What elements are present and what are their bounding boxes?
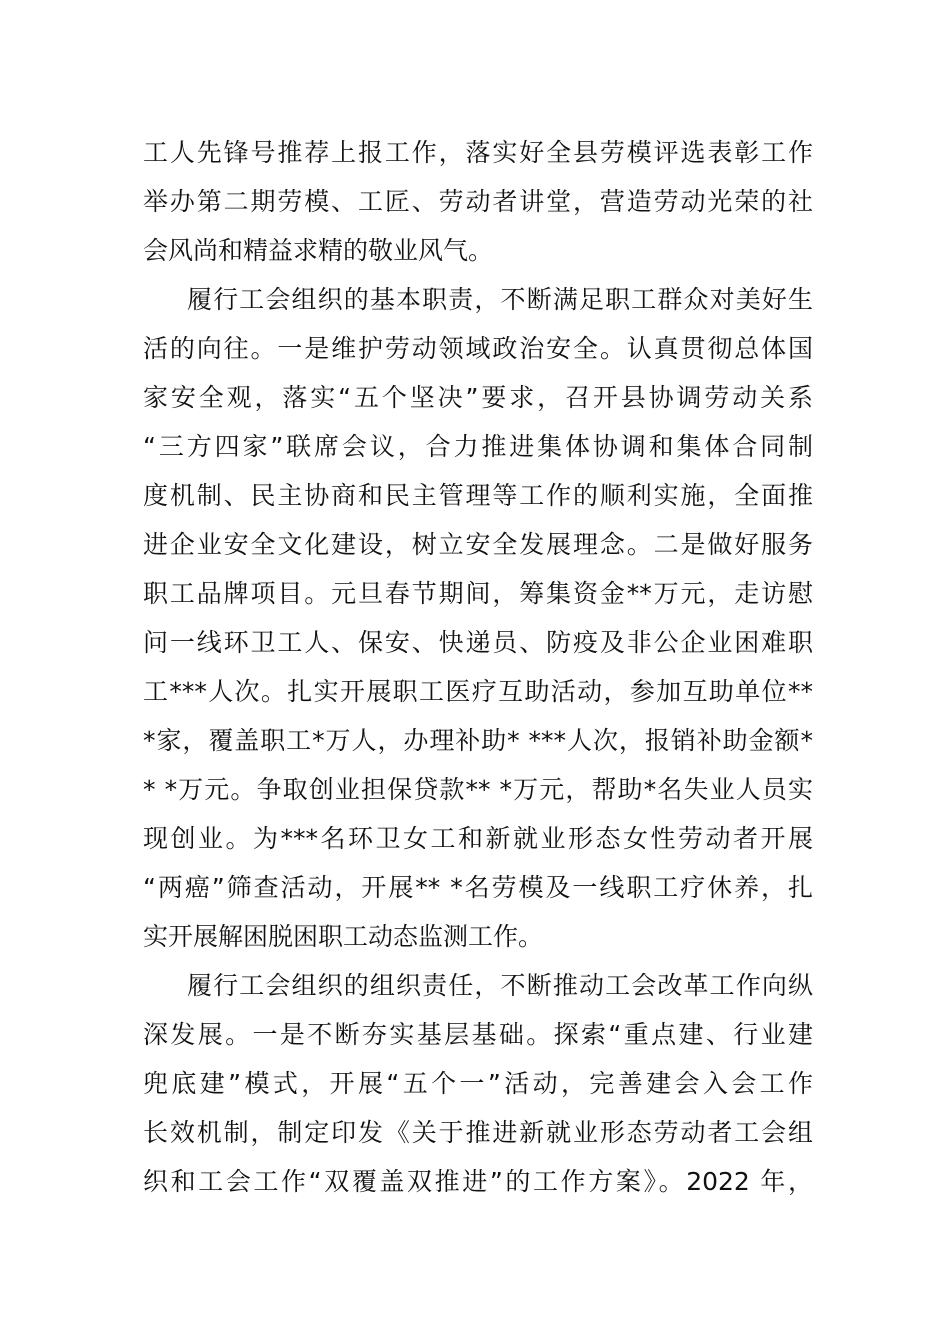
paragraph-line: 兜底建”模式，开展“五个一”活动，完善建会入会工作 <box>143 1069 813 1098</box>
paragraph-line: 工***人次。扎实开展职工医疗互助活动，参加互助单位** <box>143 677 813 706</box>
paragraph-line: 织和工会工作“双覆盖双推进”的工作方案》。2022 年， <box>143 1167 813 1196</box>
paragraph-line: 职工品牌项目。元旦春节期间，筹集资金**万元，走访慰 <box>143 579 813 608</box>
paragraph-line: 履行工会组织的组织责任，不断推动工会改革工作向纵 <box>187 971 813 1000</box>
paragraph-line: * *万元。争取创业担保贷款** *万元，帮助*名失业人员实 <box>143 775 813 804</box>
paragraph-line: 问一线环卫工人、保安、快递员、防疫及非公企业困难职 <box>143 628 813 657</box>
paragraph-line: 深发展。一是不断夯实基层基础。探索“重点建、行业建 <box>143 1020 813 1049</box>
paragraph-line: 会风尚和精益求精的敬业风气。 <box>143 236 494 265</box>
paragraph-line: 现创业。为***名环卫女工和新就业形态女性劳动者开展 <box>143 824 813 853</box>
paragraph-line: 工人先锋号推荐上报工作，落实好全县劳模评选表彰工作 <box>143 138 813 167</box>
document-body <box>143 128 813 1206</box>
paragraph-line: “两癌”筛查活动，开展** *名劳模及一线职工疗休养，扎 <box>143 873 813 902</box>
paragraph-line: 活的向往。一是维护劳动领域政治安全。认真贯彻总体国 <box>143 334 813 363</box>
paragraph-line: 进企业安全文化建设，树立安全发展理念。二是做好服务 <box>143 530 813 559</box>
paragraph-line: 履行工会组织的基本职责，不断满足职工群众对美好生 <box>187 285 813 314</box>
paragraph-line: 长效机制，制定印发《关于推进新就业形态劳动者工会组 <box>143 1118 813 1147</box>
paragraph-2 <box>143 275 813 961</box>
paragraph-line: 家安全观，落实“五个坚决”要求，召开县协调劳动关系 <box>143 383 813 412</box>
paragraph-line: 度机制、民主协商和民主管理等工作的顺利实施，全面推 <box>143 481 813 510</box>
paragraph-3 <box>143 961 813 1206</box>
paragraph-line: *家，覆盖职工*万人，办理补助* ***人次，报销补助金额* <box>143 726 813 755</box>
paragraph-line: “三方四家”联席会议，合力推进集体协调和集体合同制 <box>143 432 813 461</box>
paragraph-line: 实开展解困脱困职工动态监测工作。 <box>143 922 544 951</box>
paragraph-line: 举办第二期劳模、工匠、劳动者讲堂，营造劳动光荣的社 <box>143 187 813 216</box>
paragraph-1 <box>143 128 813 275</box>
